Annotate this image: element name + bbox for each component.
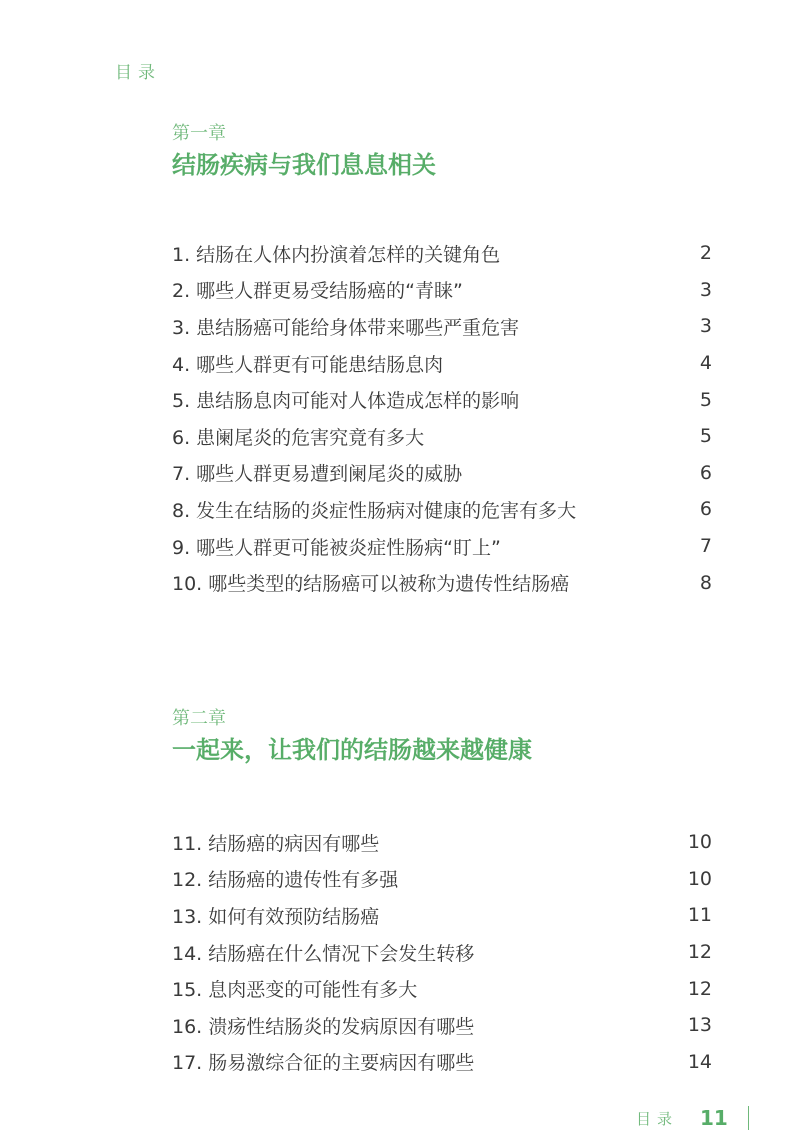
toc-entry[interactable] (172, 381, 712, 418)
toc-entry-page: 8 (699, 571, 712, 594)
toc-entry-page: 3 (699, 278, 712, 301)
toc-entry-text: 7. 哪些人群更易遭到阑尾炎的威胁 (172, 463, 463, 486)
toc-entry[interactable] (172, 418, 712, 455)
toc-entry-page: 13 (687, 1014, 712, 1037)
chapter-one (172, 122, 712, 601)
toc-entry-text: 16. 溃疡性结肠炎的发病原因有哪些 (172, 1015, 475, 1038)
toc-entry-text: 3. 患结肠癌可能给身体带来哪些严重危害 (172, 316, 520, 339)
chapter-label: 第二章 (172, 708, 226, 729)
toc-entry-text: 10. 哪些类型的结肠癌可以被称为遗传性结肠癌 (172, 573, 570, 596)
toc-entry-page: 7 (699, 535, 712, 558)
chapter-label: 第一章 (172, 123, 226, 144)
toc-entry-text: 8. 发生在结肠的炎症性肠病对健康的危害有多大 (172, 499, 577, 522)
footer-label: 目录 (636, 1109, 679, 1128)
running-title: 目录 (115, 63, 161, 83)
toc-entry-page: 5 (699, 425, 712, 448)
toc-entry-page: 11 (687, 904, 712, 927)
toc-entry-page: 5 (699, 388, 712, 411)
toc-entry-text: 15. 息肉恶变的可能性有多大 (172, 979, 418, 1002)
toc-entry[interactable] (172, 345, 712, 382)
toc-entry[interactable] (172, 308, 712, 345)
toc-entry-text: 6. 患阑尾炎的危害究竟有多大 (172, 426, 425, 449)
toc-entry-text: 9. 哪些人群更可能被炎症性肠病“盯上” (172, 536, 501, 559)
toc-entry-page: 10 (687, 867, 712, 890)
toc-entry-page: 4 (699, 352, 712, 375)
toc-entry-text: 17. 肠易激综合征的主要病因有哪些 (172, 1052, 475, 1075)
chapter-two (172, 707, 712, 1080)
toc-entry[interactable] (172, 824, 712, 861)
page-footer (636, 1104, 749, 1132)
toc-entry[interactable] (172, 455, 712, 492)
toc-entry-page: 10 (687, 831, 712, 854)
toc-entry-page: 14 (687, 1050, 712, 1073)
toc-entry-text: 11. 结肠癌的病因有哪些 (172, 832, 380, 855)
toc-entry-page: 12 (687, 941, 712, 964)
page-number: 11 (700, 1106, 728, 1130)
toc-entry[interactable] (172, 1044, 712, 1081)
toc-entry[interactable] (172, 272, 712, 309)
toc-entry-text: 1. 结肠在人体内扮演着怎样的关键角色 (172, 243, 501, 266)
footer-divider (748, 1106, 749, 1130)
toc-entry-page: 3 (699, 315, 712, 338)
toc-entry[interactable] (172, 491, 712, 528)
toc-entry[interactable] (172, 861, 712, 898)
toc-entry-page: 12 (687, 977, 712, 1000)
toc-entry[interactable] (172, 934, 712, 971)
toc-entry-text: 5. 患结肠息肉可能对人体造成怎样的影响 (172, 390, 520, 413)
toc-entry[interactable] (172, 235, 712, 272)
toc-list (172, 824, 712, 1080)
toc-entry[interactable] (172, 528, 712, 565)
toc-entry-page: 6 (699, 498, 712, 521)
toc-entry[interactable] (172, 1007, 712, 1044)
toc-entry-text: 2. 哪些人群更易受结肠癌的“青睐” (172, 280, 463, 303)
chapter-title: 结肠疾病与我们息息相关 (172, 151, 436, 179)
toc-entry[interactable] (172, 970, 712, 1007)
toc-entry-page: 6 (699, 461, 712, 484)
toc-entry[interactable] (172, 897, 712, 934)
toc-entry[interactable] (172, 564, 712, 601)
toc-entry-text: 4. 哪些人群更有可能患结肠息肉 (172, 353, 444, 376)
toc-entry-text: 12. 结肠癌的遗传性有多强 (172, 869, 399, 892)
toc-entry-text: 14. 结肠癌在什么情况下会发生转移 (172, 942, 475, 965)
toc-entry-text: 13. 如何有效预防结肠癌 (172, 905, 380, 928)
toc-list (172, 235, 712, 601)
toc-entry-page: 2 (699, 242, 712, 265)
chapter-title: 一起来，让我们的结肠越来越健康 (172, 736, 532, 764)
